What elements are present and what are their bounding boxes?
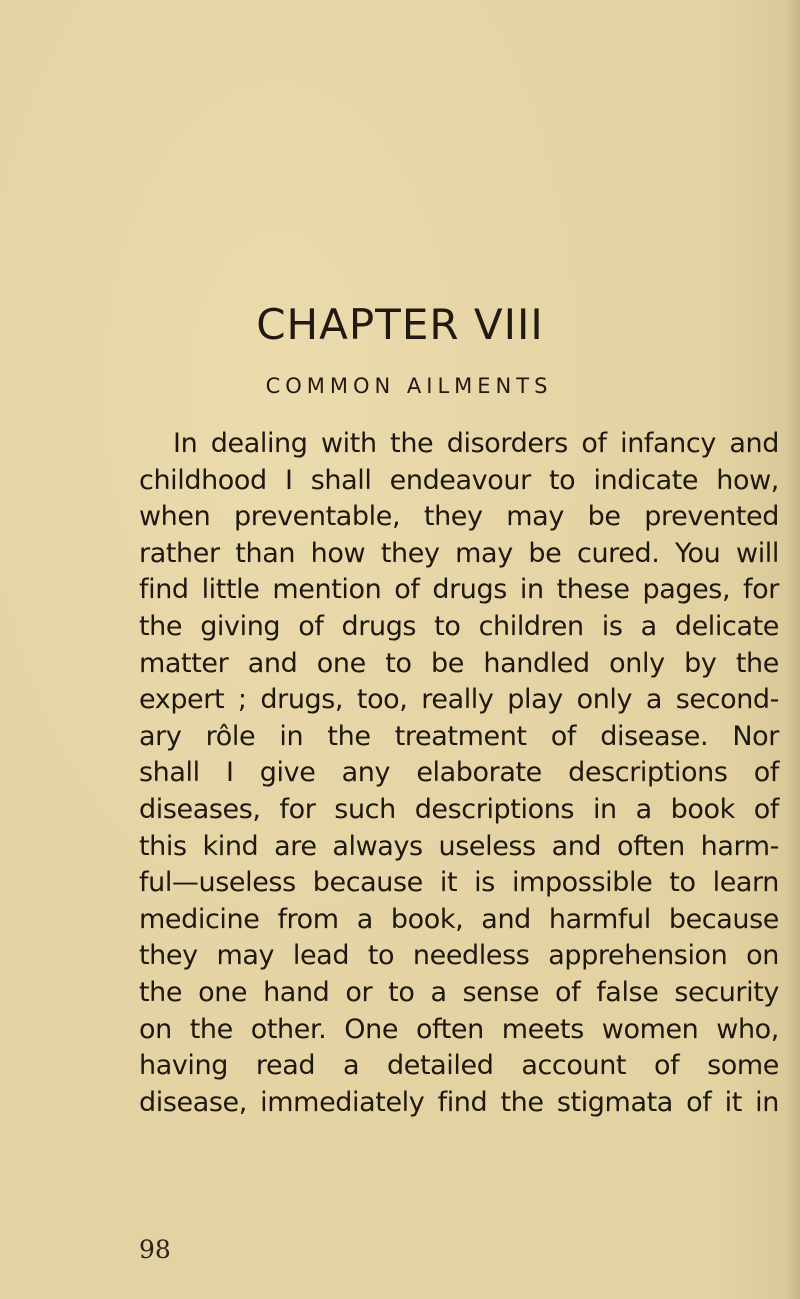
text-line: disease, immediately find the stigmata of it in [139,1086,779,1118]
text-line: medicine from a book, and harmful because [139,903,779,935]
text-line: expert ; drugs, too, really play only a second- [139,684,779,716]
text-line: diseases, for such descriptions in a book of [139,793,779,825]
chapter-subtitle: COMMON AILMENTS [265,374,553,398]
text-line: In dealing with the disorders of infancy and [173,428,779,459]
text-line: on the other. One often meets women who, [139,1013,779,1045]
page-number: 98 [139,1235,171,1264]
text-line: matter and one to be handled only by the [139,647,779,679]
text-line: find little mention of drugs in these pages, for [139,574,779,606]
body-paragraph [139,426,779,1121]
chapter-title: CHAPTER VIII [256,300,544,349]
text-line: the giving of drugs to children is a delicate [139,610,779,642]
text-line: having read a detailed account of some [139,1050,779,1082]
page-edge-shadow [786,0,800,1299]
text-line: they may lead to needless apprehension on [139,940,779,972]
text-line: this kind are always useless and often harm- [139,830,779,862]
text-line: when preventable, they may be prevented [139,501,779,533]
text-line: ful—useless because it is impossible to learn [139,867,779,899]
text-line: rather than how they may be cured. You will [139,537,779,569]
text-line: ary rôle in the treatment of disease. Nor [139,720,779,752]
text-line: shall I give any elaborate descriptions of [139,757,779,789]
text-line: childhood I shall endeavour to indicate how, [139,464,779,496]
text-line: the one hand or to a sense of false security [139,976,779,1008]
